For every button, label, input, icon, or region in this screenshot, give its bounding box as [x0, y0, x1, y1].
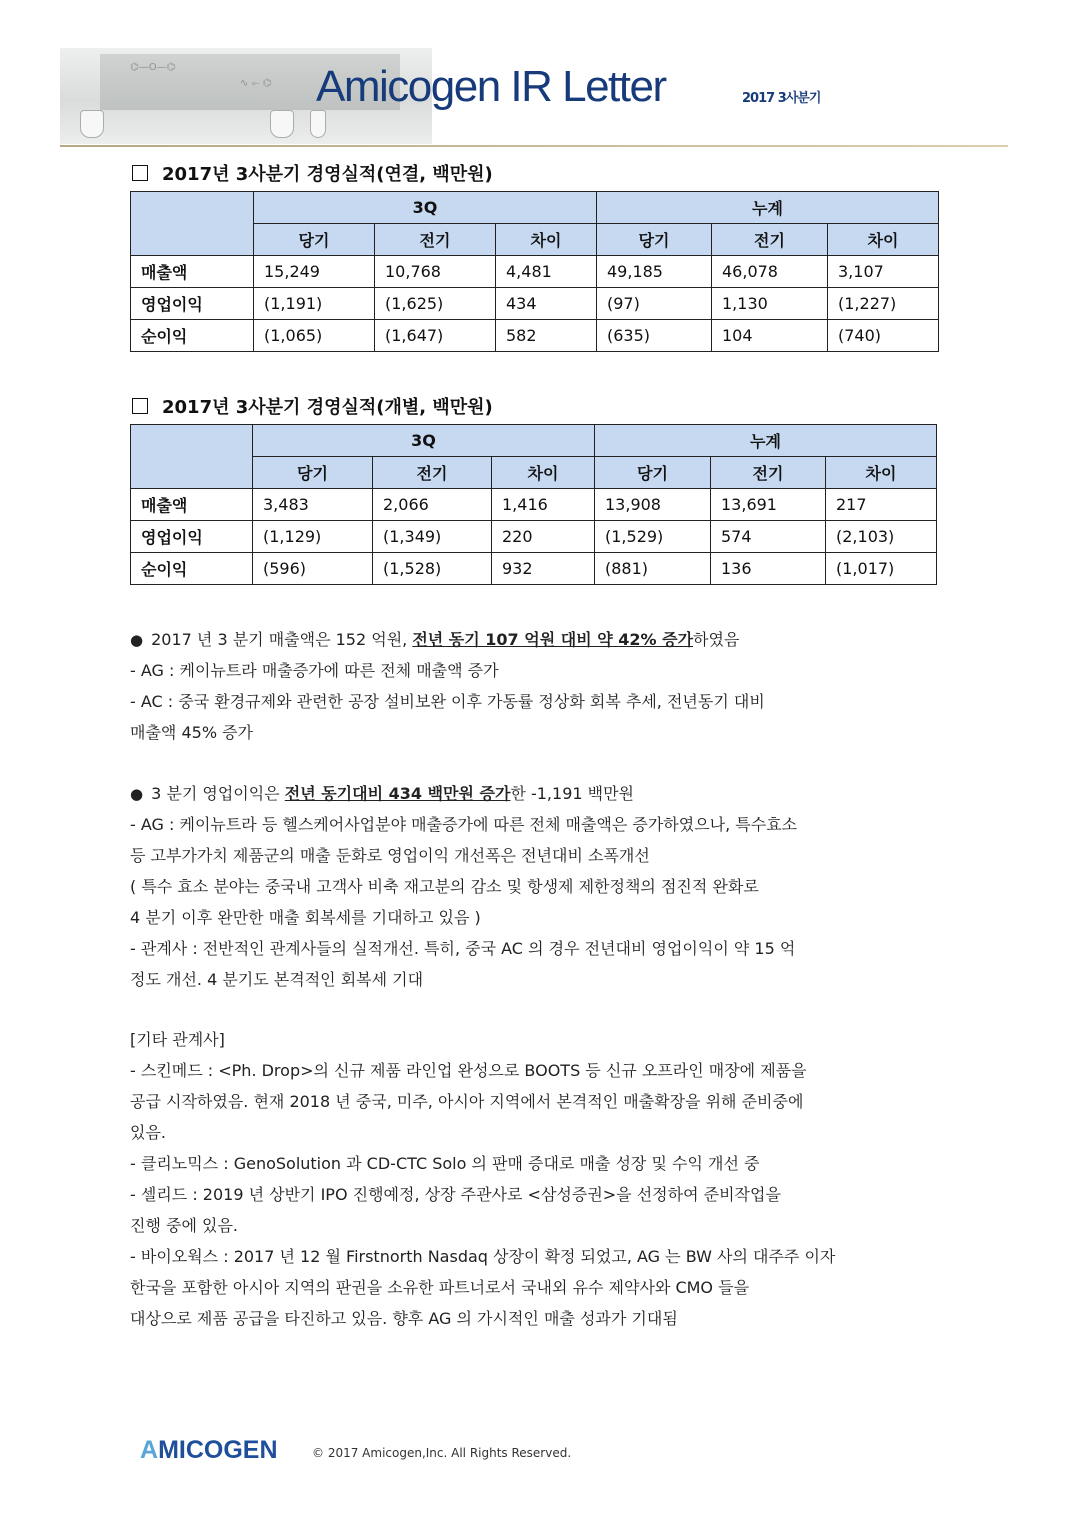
- formula-decoration: ⌬—O—⌬: [130, 62, 176, 73]
- text-line: 진행 중에 있음.: [130, 1216, 238, 1235]
- column-header: 전기: [375, 224, 496, 256]
- column-header: 당기: [253, 457, 373, 489]
- table-row: [131, 489, 937, 521]
- table-cell: 15,249: [254, 256, 375, 288]
- table-cell: (881): [595, 553, 711, 585]
- table-cell: 1,416: [492, 489, 595, 521]
- table-cell: 434: [496, 288, 597, 320]
- text-line: 있음.: [130, 1123, 166, 1142]
- table-cell: (97): [597, 288, 712, 320]
- table-row: [131, 256, 939, 288]
- table-cell: (1,625): [375, 288, 496, 320]
- checkbox-square-icon: [132, 165, 148, 181]
- text-line: 정도 개선. 4 분기도 본격적인 회복세 기대: [130, 970, 424, 989]
- text-line: - AG : 케이뉴트라 등 헬스케어사업분야 매출증가에 따른 전체 매출액은 증가하였으나, 특수효소: [130, 815, 798, 834]
- text-line: - AG : 케이뉴트라 매출증가에 따른 전체 매출액 증가: [130, 661, 499, 680]
- group-header-3q: 3Q: [254, 192, 597, 224]
- text-line: ( 특수 효소 분야는 중국내 고객사 비축 재고분의 감소 및 항생제 제한정책의 점진적 완화로: [130, 877, 759, 896]
- table-cell: (1,647): [375, 320, 496, 352]
- table-cell: (1,191): [254, 288, 375, 320]
- text-line: - 클리노믹스 : GenoSolution 과 CD-CTC Solo 의 판매 증대로 매출 성장 및 수익 개선 중: [130, 1154, 760, 1173]
- table-cell: (1,529): [595, 521, 711, 553]
- column-header: 당기: [597, 224, 712, 256]
- table-cell: 2,066: [373, 489, 492, 521]
- table-cell: 104: [712, 320, 828, 352]
- table-cell: 3,483: [253, 489, 373, 521]
- formula-decoration: ∿ ⟜ ⌬: [240, 78, 272, 89]
- table-cell: (740): [828, 320, 939, 352]
- text-line: 한국을 포함한 아시아 지역의 판권을 소유한 파트너로서 국내외 유수 제약사와 CMO 들을: [130, 1278, 750, 1297]
- text-line: 등 고부가가치 제품군의 매출 둔화로 영업이익 개선폭은 전년대비 소폭개선: [130, 846, 650, 865]
- column-header: 전기: [712, 224, 828, 256]
- text-span: 하였음: [693, 630, 740, 649]
- table-cell: 13,691: [711, 489, 826, 521]
- text-line: [기타 관계사]: [130, 1030, 225, 1049]
- copyright-text: © 2017 Amicogen,Inc. All Rights Reserved.: [312, 1446, 572, 1460]
- table-cell: (1,528): [373, 553, 492, 585]
- text-line: 4 분기 이후 완만한 매출 회복세를 기대하고 있음 ): [130, 908, 481, 927]
- row-label: 순이익: [131, 320, 254, 352]
- table-cell: 4,481: [496, 256, 597, 288]
- amicogen-logo: [140, 1436, 278, 1465]
- highlight-text: 전년 동기 107 억원 대비 약 42% 증가: [412, 630, 694, 649]
- flask-icon: [270, 110, 294, 138]
- table-corner: [131, 425, 253, 489]
- column-header: 전기: [373, 457, 492, 489]
- row-label: 영업이익: [131, 288, 254, 320]
- table-cell: 220: [492, 521, 595, 553]
- text-line: - 바이오웍스 : 2017 년 12 월 Firstnorth Nasdaq 상장이 확정 되었고, AG 는 BW 사의 대주주 이자: [130, 1247, 836, 1266]
- section-title-separate: [132, 393, 493, 419]
- table-cell: 932: [492, 553, 595, 585]
- text-span: 3 분기 영업이익은: [151, 784, 285, 803]
- group-header-3q: 3Q: [253, 425, 595, 457]
- group-header-cumulative: 누계: [595, 425, 937, 457]
- page-subtitle: 2017 3사분기: [742, 91, 821, 106]
- table-corner: [131, 192, 254, 256]
- text-line: - 스킨메드 : <Ph. Drop>의 신규 제품 라인업 완성으로 BOOTS 등 신규 오프라인 매장에 제품을: [130, 1061, 807, 1080]
- section-title-text: 2017년 3사분기 경영실적(개별, 백만원): [162, 397, 493, 418]
- text-line: - 셀리드 : 2019 년 상반기 IPO 진행예정, 상장 주관사로 <삼성증권>을 선정하여 준비작업을: [130, 1185, 781, 1204]
- consolidated-table: [130, 191, 939, 352]
- table-cell: 10,768: [375, 256, 496, 288]
- bullet-icon: ●: [130, 631, 144, 649]
- section-title-text: 2017년 3사분기 경영실적(연결, 백만원): [162, 164, 493, 185]
- row-label: 매출액: [131, 489, 253, 521]
- table-row: [131, 521, 937, 553]
- text-line: [130, 624, 930, 655]
- checkbox-square-icon: [132, 398, 148, 414]
- table-cell: (1,017): [826, 553, 937, 585]
- operating-profit-paragraph: [130, 778, 930, 995]
- table-cell: 574: [711, 521, 826, 553]
- flask-icon: [310, 110, 326, 138]
- sales-paragraph: [130, 624, 930, 748]
- table-row: [131, 288, 939, 320]
- column-header: 전기: [711, 457, 826, 489]
- column-header: 차이: [492, 457, 595, 489]
- flask-icon: [80, 110, 104, 138]
- text-line: - 관계사 : 전반적인 관계사들의 실적개선. 특히, 중국 AC 의 경우 전년대비 영업이익이 약 15 억: [130, 939, 796, 958]
- table-cell: 13,908: [595, 489, 711, 521]
- row-label: 영업이익: [131, 521, 253, 553]
- table-cell: (1,065): [254, 320, 375, 352]
- column-header: 차이: [826, 457, 937, 489]
- separate-table: [130, 424, 937, 585]
- bullet-icon: ●: [130, 785, 144, 803]
- table-cell: 582: [496, 320, 597, 352]
- table-cell: 136: [711, 553, 826, 585]
- text-line: [130, 778, 930, 809]
- text-line: 매출액 45% 증가: [130, 723, 254, 742]
- table-cell: (1,349): [373, 521, 492, 553]
- text-span: 2017 년 3 분기 매출액은 152 억원,: [151, 630, 413, 649]
- table-cell: 49,185: [597, 256, 712, 288]
- column-header: 당기: [595, 457, 711, 489]
- group-header-cumulative: 누계: [597, 192, 939, 224]
- table-cell: (2,103): [826, 521, 937, 553]
- text-line: 공급 시작하였음. 현재 2018 년 중국, 미주, 아시아 지역에서 본격적인 매출확장을 위해 준비중에: [130, 1092, 804, 1111]
- header-divider: [60, 145, 1008, 147]
- column-header: 당기: [254, 224, 375, 256]
- text-line: - AC : 중국 환경규제와 관련한 공장 설비보완 이후 가동률 정상화 회복 추세, 전년동기 대비: [130, 692, 765, 711]
- column-header: 차이: [496, 224, 597, 256]
- table-cell: (1,227): [828, 288, 939, 320]
- table-row: [131, 553, 937, 585]
- table-cell: 1,130: [712, 288, 828, 320]
- table-cell: 3,107: [828, 256, 939, 288]
- section-title-consolidated: [132, 160, 493, 186]
- table-cell: (1,129): [253, 521, 373, 553]
- logo-letter: A: [140, 1436, 159, 1464]
- text-span: 한 -1,191 백만원: [510, 784, 635, 803]
- table-row: [131, 320, 939, 352]
- table-cell: 46,078: [712, 256, 828, 288]
- table-cell: (635): [597, 320, 712, 352]
- column-header: 차이: [828, 224, 939, 256]
- affiliates-paragraph: [130, 1024, 930, 1334]
- text-line: 대상으로 제품 공급을 타진하고 있음. 향후 AG 의 가시적인 매출 성과가 기대됨: [130, 1309, 678, 1328]
- table-cell: 217: [826, 489, 937, 521]
- row-label: 매출액: [131, 256, 254, 288]
- logo-text: MICOGEN: [158, 1436, 278, 1464]
- page-title: Amicogen IR Letter: [316, 62, 666, 111]
- highlight-text: 전년 동기대비 434 백만원 증가: [284, 784, 511, 803]
- table-cell: (596): [253, 553, 373, 585]
- row-label: 순이익: [131, 553, 253, 585]
